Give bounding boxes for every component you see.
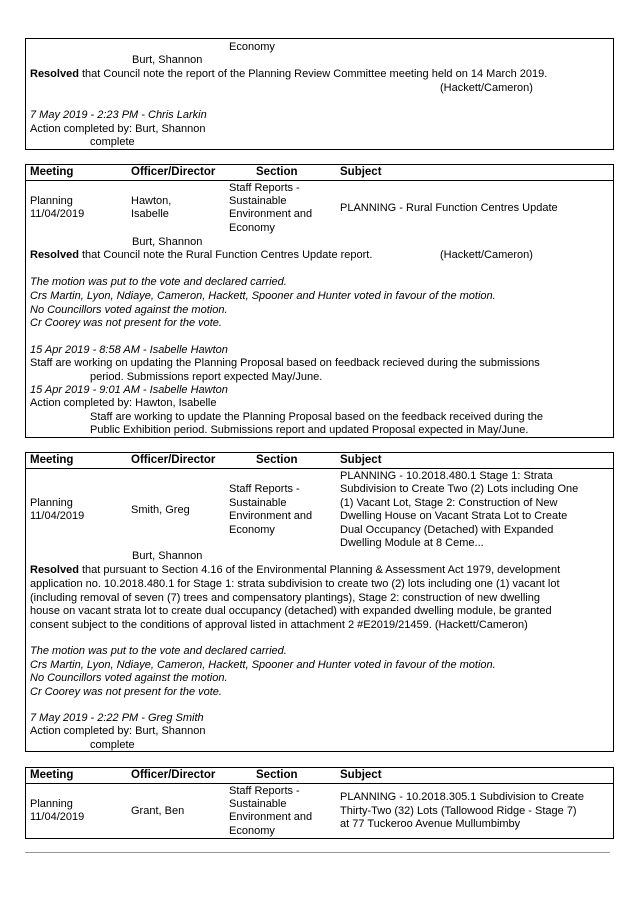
action-timestamp: 7 May 2019 - 2:22 PM - Greg Smith: [30, 712, 204, 724]
action-timestamp: 7 May 2019 - 2:23 PM - Chris Larkin: [30, 109, 207, 121]
section-line-4: Economy: [229, 825, 275, 837]
officer: Smith, Greg: [131, 504, 190, 516]
action-note: complete: [90, 136, 135, 148]
action-completed-by: Action completed by: Burt, Shannon: [30, 123, 206, 135]
section-line-3: Environment and: [229, 510, 313, 522]
note2-completed-by: Action completed by: Hawton, Isabelle: [30, 397, 217, 409]
responsible-officer: Burt, Shannon: [132, 54, 203, 66]
resolved-text-1: that pursuant to Section 4.16 of the Environmental Planning & Assessment Act 1979, development: [78, 564, 561, 576]
resolved-label: Resolved: [30, 564, 79, 576]
section-line-1: Staff Reports -: [229, 483, 300, 495]
movers: (Hackett/Cameron): [440, 249, 533, 261]
meeting-name: Planning: [30, 798, 73, 810]
header-subject: Subject: [340, 769, 382, 781]
resolution-line-1: [30, 564, 560, 577]
vote-line-3: No Councillors voted against the motion.: [30, 672, 228, 684]
resolved-label: Resolved: [30, 249, 79, 261]
responsible-officer: Burt, Shannon: [132, 550, 203, 562]
meeting-name: Planning: [30, 195, 73, 207]
header-subject: Subject: [340, 166, 382, 178]
action-record-0: [25, 38, 614, 150]
vote-line-3: No Councillors voted against the motion.: [30, 304, 228, 316]
header-section: Section: [256, 454, 298, 466]
vote-line-4: Cr Coorey was not present for the vote.: [30, 317, 222, 329]
header-subject: Subject: [340, 454, 382, 466]
section-line-3: Environment and: [229, 811, 313, 823]
section-line-2: Sustainable: [229, 497, 287, 509]
responsible-officer: Burt, Shannon: [132, 236, 203, 248]
table-header: [26, 768, 613, 784]
note2-text-1: Staff are working to update the Planning Proposal based on the feedback received during the: [90, 411, 543, 423]
subject-line-6: Dwelling Module at 8 Ceme...: [340, 537, 484, 549]
page-footer-rule: [25, 852, 610, 853]
subject-line-5: Dual Occupancy (Detached) with Expanded: [340, 524, 554, 536]
meeting-date: 11/04/2019: [30, 510, 85, 522]
movers: (Hackett/Cameron): [440, 82, 533, 94]
meeting-name: Planning: [30, 497, 73, 509]
header-meeting: Meeting: [30, 166, 74, 178]
vote-line-1: The motion was put to the vote and declared carried.: [30, 276, 287, 288]
action-record-3: [25, 767, 614, 839]
action-record-2: [25, 452, 614, 752]
header-section: Section: [256, 166, 298, 178]
resolved-text: that Council note the Rural Function Centres Update report.: [78, 249, 373, 261]
vote-line-2: Crs Martin, Lyon, Ndiaye, Cameron, Hackett, Spooner and Hunter voted in favour of the motion.: [30, 290, 496, 302]
section-line-4: Economy: [229, 222, 275, 234]
section-tail: Economy: [229, 41, 275, 53]
meeting-date: 11/04/2019: [30, 811, 85, 823]
officer-line-1: Hawton,: [131, 195, 172, 207]
resolved-label: Resolved: [30, 68, 79, 80]
section-line-2: Sustainable: [229, 798, 287, 810]
header-meeting: Meeting: [30, 769, 74, 781]
header-officer: Officer/Director: [131, 769, 216, 781]
resolution-line-4: house on vacant strata lot to create dual occupancy (detached) with expanded dwelling module, be granted: [30, 605, 552, 617]
subject-line-4: Dwelling House on Vacant Strata Lot to Create: [340, 510, 568, 522]
action-completed-by: Action completed by: Burt, Shannon: [30, 725, 206, 737]
table-header: [26, 165, 613, 181]
meeting-date: 11/04/2019: [30, 208, 85, 220]
header-officer: Officer/Director: [131, 166, 216, 178]
subject-line-1: PLANNING - 10.2018.305.1 Subdivision to Create: [340, 791, 584, 803]
vote-line-4: Cr Coorey was not present for the vote.: [30, 686, 222, 698]
vote-line-1: The motion was put to the vote and declared carried.: [30, 645, 287, 657]
subject-line-3: at 77 Tuckeroo Avenue Mullumbimby: [340, 818, 521, 830]
resolution: [30, 249, 372, 262]
action-record-1: [25, 164, 614, 438]
subject-line-2: Thirty-Two (32) Lots (Tallowood Ridge - Stage 7): [340, 805, 577, 817]
subject-line-1: PLANNING - 10.2018.480.1 Stage 1: Strata: [340, 470, 553, 482]
table-header: [26, 453, 613, 469]
officer-line-2: Isabelle: [131, 208, 169, 220]
note1-text-1: Staff are working on updating the Planning Proposal based on feedback recieved during the submissions: [30, 357, 540, 369]
officer: Grant, Ben: [131, 805, 185, 817]
section-line-1: Staff Reports -: [229, 182, 300, 194]
note2-timestamp: 15 Apr 2019 - 9:01 AM - Isabelle Hawton: [30, 384, 228, 396]
note1-timestamp: 15 Apr 2019 - 8:58 AM - Isabelle Hawton: [30, 344, 228, 356]
resolved-text: that Council note the report of the Planning Review Committee meeting held on 14 March 2019.: [78, 68, 548, 80]
header-meeting: Meeting: [30, 454, 74, 466]
note1-text-2: period. Submissions report expected May/June.: [90, 371, 323, 383]
section-line-2: Sustainable: [229, 195, 287, 207]
subject-line-3: (1) Vacant Lot, Stage 2: Construction of New: [340, 497, 558, 509]
section-line-1: Staff Reports -: [229, 785, 300, 797]
resolution-line-5: consent subject to the conditions of approval listed in attachment 2 #E2019/21459. (Hackett/Cameron): [30, 619, 528, 631]
subject: PLANNING - Rural Function Centres Update: [340, 202, 558, 214]
section-line-3: Environment and: [229, 208, 313, 220]
resolution: [30, 68, 547, 81]
vote-line-2: Crs Martin, Lyon, Ndiaye, Cameron, Hackett, Spooner and Hunter voted in favour of the motion.: [30, 659, 496, 671]
header-officer: Officer/Director: [131, 454, 216, 466]
section-line-4: Economy: [229, 524, 275, 536]
header-section: Section: [256, 769, 298, 781]
resolution-line-2: application no. 10.2018.480.1 for Stage 1: strata subdivision to create two (2) lots including one (1) vacant lot: [30, 578, 560, 590]
subject-line-2: Subdivision to Create Two (2) Lots including One: [340, 483, 579, 495]
action-note: complete: [90, 739, 135, 751]
resolution-line-3: (including removal of seven (7) trees and compensatory plantings), Stage 2: construction of new dwelling: [30, 592, 540, 604]
note2-text-2: Public Exhibition period. Submissions report and updated Proposal expected in May/June.: [90, 424, 529, 436]
